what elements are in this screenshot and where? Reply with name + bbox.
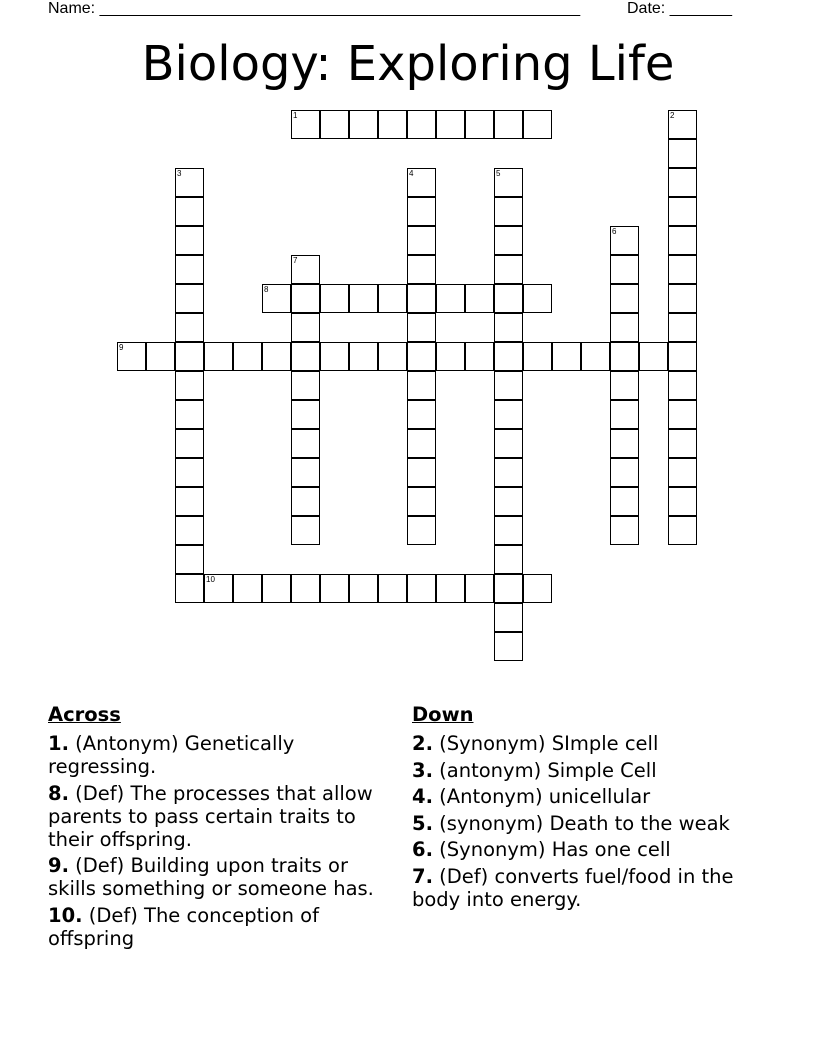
- grid-cell[interactable]: [407, 516, 436, 545]
- clue-number: 7.: [412, 864, 433, 888]
- grid-cell[interactable]: [668, 313, 697, 342]
- grid-cell[interactable]: [610, 429, 639, 458]
- cell-number: 4: [409, 169, 414, 178]
- cell-number: 10: [206, 575, 215, 584]
- grid-cell[interactable]: [494, 574, 523, 603]
- down-clues: [412, 703, 752, 914]
- grid-cell[interactable]: [233, 342, 262, 371]
- grid-cell[interactable]: [175, 429, 204, 458]
- clue-across: [48, 904, 398, 950]
- across-clues: [48, 703, 398, 953]
- grid-cell[interactable]: [262, 574, 291, 603]
- grid-cell[interactable]: [465, 110, 494, 139]
- grid-cell[interactable]: [291, 371, 320, 400]
- grid-cell[interactable]: [117, 342, 146, 371]
- grid-cell[interactable]: [494, 226, 523, 255]
- grid-cell[interactable]: [204, 574, 233, 603]
- grid-cell[interactable]: [610, 458, 639, 487]
- grid-cell[interactable]: [552, 342, 581, 371]
- grid-cell[interactable]: [175, 400, 204, 429]
- grid-cell[interactable]: [291, 487, 320, 516]
- grid-cell[interactable]: [291, 342, 320, 371]
- grid-cell[interactable]: [523, 574, 552, 603]
- grid-cell[interactable]: [610, 371, 639, 400]
- grid-cell[interactable]: [407, 168, 436, 197]
- grid-cell[interactable]: [175, 516, 204, 545]
- grid-cell[interactable]: [291, 110, 320, 139]
- grid-cell[interactable]: [436, 574, 465, 603]
- grid-cell[interactable]: [610, 487, 639, 516]
- cell-number: 3: [177, 169, 182, 178]
- grid-cell[interactable]: [378, 342, 407, 371]
- page-title: Biology: Exploring Life: [141, 36, 675, 92]
- grid-cell[interactable]: [291, 400, 320, 429]
- grid-cell[interactable]: [668, 197, 697, 226]
- clue-text: (Def) The conception of offspring: [48, 903, 319, 950]
- grid-cell[interactable]: [494, 371, 523, 400]
- grid-cell[interactable]: [668, 110, 697, 139]
- grid-cell[interactable]: [494, 255, 523, 284]
- grid-cell[interactable]: [175, 342, 204, 371]
- cell-number: 9: [119, 343, 124, 352]
- cell-number: 6: [612, 227, 617, 236]
- clue-number: 3.: [412, 758, 433, 782]
- grid-cell[interactable]: [494, 603, 523, 632]
- clue-down: [412, 759, 752, 782]
- grid-cell[interactable]: [407, 429, 436, 458]
- grid-cell[interactable]: [523, 110, 552, 139]
- grid-cell[interactable]: [407, 197, 436, 226]
- grid-cell[interactable]: [668, 400, 697, 429]
- grid-cell[interactable]: [494, 110, 523, 139]
- grid-cell[interactable]: [494, 313, 523, 342]
- clue-across: [48, 854, 398, 900]
- grid-cell[interactable]: [262, 284, 291, 313]
- grid-cell[interactable]: [668, 226, 697, 255]
- grid-cell[interactable]: [407, 284, 436, 313]
- grid-cell[interactable]: [175, 226, 204, 255]
- grid-cell[interactable]: [668, 139, 697, 168]
- grid-cell[interactable]: [175, 313, 204, 342]
- grid-cell[interactable]: [668, 516, 697, 545]
- clue-down: [412, 812, 752, 835]
- grid-cell[interactable]: [407, 574, 436, 603]
- clue-number: 2.: [412, 732, 433, 755]
- grid-cell[interactable]: [668, 284, 697, 313]
- grid-cell[interactable]: [465, 574, 494, 603]
- grid-cell[interactable]: [320, 342, 349, 371]
- clue-text: (Def) Building upon traits or skills something or someone has.: [48, 854, 374, 900]
- grid-cell[interactable]: [668, 458, 697, 487]
- grid-cell[interactable]: [407, 458, 436, 487]
- clue-text: (Synonym) SImple cell: [432, 732, 659, 755]
- grid-cell[interactable]: [291, 284, 320, 313]
- cell-number: 2: [670, 111, 675, 120]
- grid-cell[interactable]: [349, 284, 378, 313]
- grid-cell[interactable]: [668, 487, 697, 516]
- clue-number: 10.: [48, 903, 83, 927]
- grid-cell[interactable]: [436, 110, 465, 139]
- clue-text: (synonym) Death to the weak: [432, 811, 730, 835]
- grid-cell[interactable]: [291, 255, 320, 284]
- grid-cell[interactable]: [639, 342, 668, 371]
- clue-text: (antonym) Simple Cell: [432, 758, 657, 782]
- grid-cell[interactable]: [291, 574, 320, 603]
- clue-text: (Synonym) Has one cell: [432, 838, 671, 861]
- grid-cell[interactable]: [436, 284, 465, 313]
- clue-across: [48, 782, 398, 851]
- grid-cell[interactable]: [407, 487, 436, 516]
- grid-cell[interactable]: [175, 458, 204, 487]
- grid-cell[interactable]: [610, 226, 639, 255]
- clue-across: [48, 732, 398, 778]
- grid-cell[interactable]: [407, 313, 436, 342]
- grid-cell[interactable]: [262, 342, 291, 371]
- clue-number: 4.: [412, 785, 433, 808]
- grid-cell[interactable]: [378, 110, 407, 139]
- grid-cell[interactable]: [668, 168, 697, 197]
- grid-cell[interactable]: [610, 284, 639, 313]
- clue-down: [412, 865, 752, 911]
- grid-cell[interactable]: [175, 574, 204, 603]
- grid-cell[interactable]: [494, 168, 523, 197]
- grid-cell[interactable]: [407, 255, 436, 284]
- grid-cell[interactable]: [175, 168, 204, 197]
- grid-cell[interactable]: [494, 429, 523, 458]
- grid-cell[interactable]: [465, 342, 494, 371]
- name-label: Name:: [48, 0, 100, 17]
- grid-cell[interactable]: [291, 429, 320, 458]
- grid-cell[interactable]: [407, 400, 436, 429]
- grid-cell[interactable]: [291, 458, 320, 487]
- cell-number: 1: [293, 111, 298, 120]
- grid-cell[interactable]: [465, 284, 494, 313]
- clue-down: [412, 732, 752, 755]
- grid-cell[interactable]: [436, 342, 465, 371]
- cell-number: 7: [293, 256, 298, 265]
- grid-cell[interactable]: [407, 110, 436, 139]
- grid-cell[interactable]: [494, 342, 523, 371]
- grid-cell[interactable]: [175, 284, 204, 313]
- grid-cell[interactable]: [494, 400, 523, 429]
- grid-cell[interactable]: [494, 284, 523, 313]
- grid-cell[interactable]: [291, 313, 320, 342]
- grid-cell[interactable]: [668, 255, 697, 284]
- grid-cell[interactable]: [233, 574, 262, 603]
- across-heading: Across: [48, 703, 121, 726]
- clue-text: (Def) converts fuel/food in the body into energy.: [412, 864, 734, 911]
- grid-cell[interactable]: [175, 487, 204, 516]
- grid-cell[interactable]: [378, 574, 407, 603]
- grid-cell[interactable]: [378, 284, 407, 313]
- grid-cell[interactable]: [610, 400, 639, 429]
- grid-cell[interactable]: [610, 516, 639, 545]
- grid-cell[interactable]: [349, 342, 378, 371]
- grid-cell[interactable]: [523, 342, 552, 371]
- grid-cell[interactable]: [407, 342, 436, 371]
- grid-cell[interactable]: [610, 342, 639, 371]
- cell-number: 8: [264, 285, 269, 294]
- clue-number: 1.: [48, 732, 69, 755]
- grid-cell[interactable]: [494, 545, 523, 574]
- grid-cell[interactable]: [349, 574, 378, 603]
- grid-cell[interactable]: [204, 342, 233, 371]
- grid-cell[interactable]: [494, 516, 523, 545]
- clue-number: 6.: [412, 838, 433, 861]
- clue-number: 8.: [48, 781, 69, 805]
- grid-cell[interactable]: [320, 574, 349, 603]
- grid-cell[interactable]: [494, 197, 523, 226]
- grid-cell[interactable]: [610, 313, 639, 342]
- grid-cell[interactable]: [494, 458, 523, 487]
- grid-cell[interactable]: [523, 284, 552, 313]
- clue-down: [412, 838, 752, 861]
- grid-cell[interactable]: [175, 545, 204, 574]
- clue-number: 9.: [48, 854, 69, 877]
- clue-down: [412, 785, 752, 808]
- grid-cell[interactable]: [349, 110, 378, 139]
- date-blank[interactable]: _______: [669, 0, 732, 17]
- grid-cell[interactable]: [175, 371, 204, 400]
- clue-text: (Def) The processes that allow parents to pass certain traits to their offspring.: [48, 781, 373, 851]
- grid-cell[interactable]: [175, 255, 204, 284]
- grid-cell[interactable]: [494, 632, 523, 661]
- grid-cell[interactable]: [146, 342, 175, 371]
- grid-cell[interactable]: [581, 342, 610, 371]
- grid-cell[interactable]: [668, 371, 697, 400]
- grid-cell[interactable]: [175, 197, 204, 226]
- clue-text: (Antonym) Genetically regressing.: [48, 732, 295, 778]
- grid-cell[interactable]: [320, 284, 349, 313]
- grid-cell[interactable]: [668, 429, 697, 458]
- grid-cell[interactable]: [610, 255, 639, 284]
- name-blank[interactable]: ______________________________________________________: [99, 0, 581, 17]
- date-label: Date:: [627, 0, 670, 17]
- grid-cell[interactable]: [668, 342, 697, 371]
- grid-cell[interactable]: [320, 110, 349, 139]
- clue-number: 5.: [412, 811, 433, 835]
- clue-text: (Antonym) unicellular: [432, 785, 651, 808]
- grid-cell[interactable]: [407, 371, 436, 400]
- grid-cell[interactable]: [494, 487, 523, 516]
- grid-cell[interactable]: [291, 516, 320, 545]
- cell-number: 5: [496, 169, 501, 178]
- grid-cell[interactable]: [407, 226, 436, 255]
- down-heading: Down: [412, 703, 474, 726]
